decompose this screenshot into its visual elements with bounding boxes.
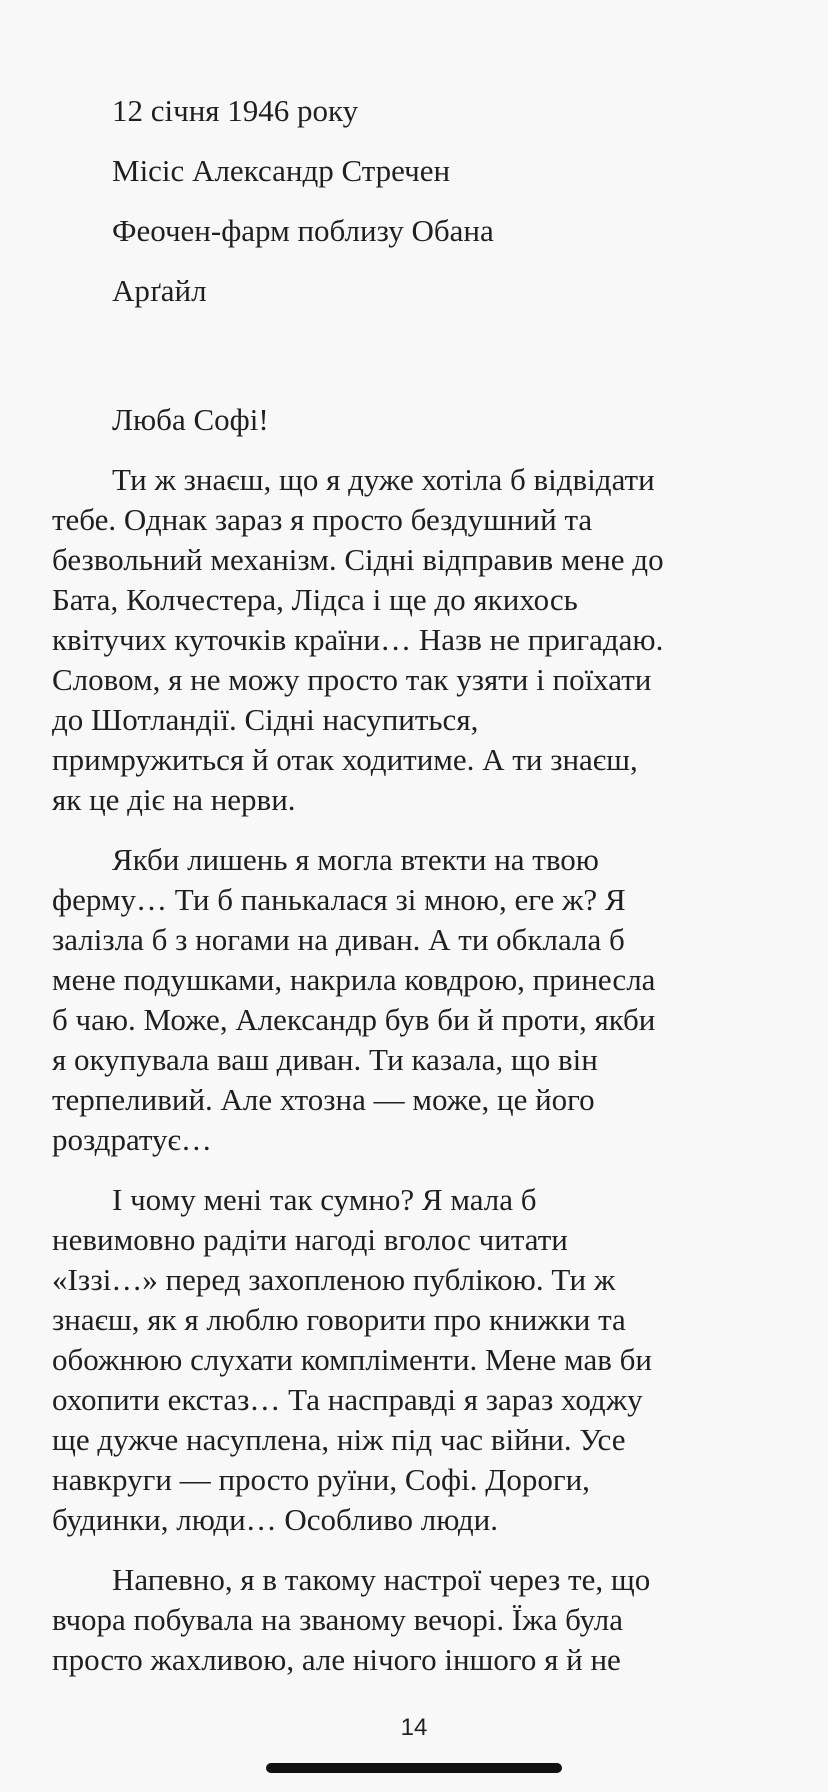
paragraph-2: Якби лишень я могла втекти на твою ферму… Ти б панькалася зі мною, еге ж? Я залізла б з ногами на диван. А ти обклала б мене подушками, накрила ковдрою, принесла б чаю. Може, Александр був би й проти, якби я окупувала ваш диван. Ти казала, що він терпеливий. Але хтозна — може, це його роздратує…: [52, 842, 656, 1157]
paragraph-1: Ти ж знаєш, що я дуже хотіла б відвідати тебе. Однак зараз я просто бездушний та безвольний механізм. Сідні відправив мене до Бата, Колчестера, Лідса і ще до якихось квітучих куточків країни… Назв не пригадаю. Словом, я не можу просто так узяти і поїхати до Шотландії. Сідні насупиться, примружиться й отак ходитиме. А ти знаєш, як це діє на нерви.: [52, 462, 664, 817]
recipient-region: Арґайл: [112, 273, 207, 308]
letter-salutation: Люба Софі!: [112, 402, 269, 437]
home-indicator[interactable]: [266, 1763, 562, 1773]
recipient-address: Феочен-фарм поблизу Обана: [112, 213, 494, 248]
paragraph-4: Напевно, я в такому настрої через те, що вчора побувала на званому вечорі. Їжа була просто жахливою, але нічого іншого я й не: [52, 1562, 651, 1677]
page-number: 14: [400, 1714, 428, 1741]
book-text-area[interactable]: [52, 91, 782, 1700]
recipient-name: Місіс Александр Стречен: [112, 153, 451, 188]
paragraph-3: І чому мені так сумно? Я мала б невимовно радіти нагоді вголос читати «Іззі…» перед захопленою публікою. Ти ж знаєш, як я люблю говорити про книжки та обожнюю слухати компліменти. Мене мав би охопити екстаз… Та насправді я зараз ходжу ще дужче насуплена, ніж під час війни. Усе навкруги — просто руїни, Софі. Дороги, будинки, люди… Особливо люди.: [52, 1182, 652, 1537]
letter-date: 12 січня 1946 року: [112, 93, 359, 128]
section-spacer: [52, 331, 782, 400]
